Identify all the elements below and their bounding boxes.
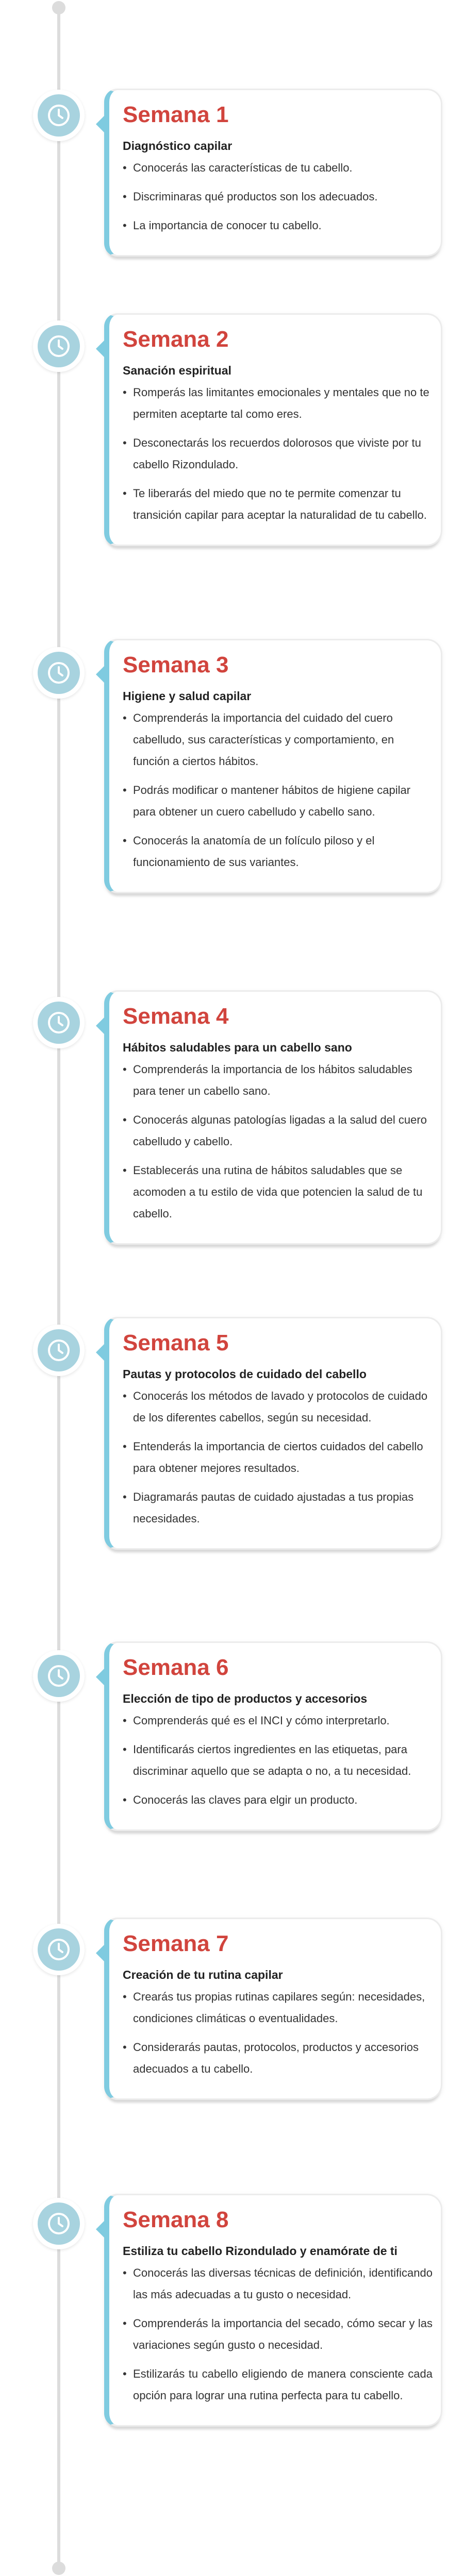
list-item: • Comprenderás la importancia del secado, cómo secar y las variaciones según gusto o necesidad.: [123, 2313, 433, 2356]
topic-list: [123, 382, 433, 526]
list-item: • Conocerás las claves para elgir un producto.: [123, 1789, 433, 1811]
week-title: Semana 6: [123, 1655, 229, 1680]
list-item: • Conocerás las características de tu cabello.: [123, 157, 433, 179]
week-7-card: [104, 1918, 442, 2100]
list-item: • Conocerás las diversas técnicas de definición, identificando las más adecuadas a tu gusto o necesidad.: [123, 2262, 433, 2306]
list-item: • Entenderás la importancia de ciertos cuidados del cabello para obtener mejores resultados.: [123, 1436, 433, 1479]
week-5-card: [104, 1317, 442, 1550]
list-item: • Estilizarás tu cabello eligiendo de manera consciente cada opción para lograr una rutina perfecta para tu cabello.: [123, 2363, 433, 2406]
week-8-card: [104, 2194, 442, 2427]
list-item: • Comprenderás la importancia de los hábitos saludables para tener un cabello sano.: [123, 1059, 433, 1102]
week-title: Semana 1: [123, 102, 229, 127]
timeline-start-dot: [52, 1, 65, 14]
topic-list: [123, 1059, 433, 1225]
week-7-node: [33, 1924, 85, 1975]
week-2-node: [33, 320, 85, 372]
week-1-node: [33, 90, 85, 141]
list-item: • Identificarás ciertos ingredientes en las etiquetas, para discriminar aquello que se adapta o no, a tu necesidad.: [123, 1739, 433, 1782]
list-item: • Desconectarás los recuerdos dolorosos que viviste por tu cabello Rizondulado.: [123, 432, 433, 476]
list-item: • Podrás modificar o mantener hábitos de higiene capilar para obtener un cuero cabelludo y cabello sano.: [123, 779, 433, 823]
week-title: Semana 2: [123, 327, 229, 352]
week-2-card: [104, 313, 442, 546]
week-subtitle: Diagnóstico capilar: [123, 139, 233, 153]
week-subtitle: Hábitos saludables para un cabello sano: [123, 1041, 352, 1055]
week-title: Semana 7: [123, 1931, 229, 1956]
clock-icon: [38, 2202, 80, 2245]
topic-list: [123, 1986, 433, 2080]
clock-icon: [38, 1002, 80, 1044]
week-title: Semana 3: [123, 652, 229, 677]
week-5-node: [33, 1325, 85, 1376]
list-item: • Crearás tus propias rutinas capilares según: necesidades, condiciones climáticas o eventualidades.: [123, 1986, 433, 2029]
list-item: • Establecerás una rutina de hábitos saludables que se acomoden a tu estilo de vida que potencien la salud de tu cabello.: [123, 1160, 433, 1225]
week-subtitle: Estiliza tu cabello Rizondulado y enamórate de ti: [123, 2244, 397, 2258]
topic-list: [123, 1385, 433, 1530]
list-item: • Discriminaras qué productos son los adecuados.: [123, 186, 433, 208]
clock-icon: [38, 325, 80, 367]
week-8-node: [33, 2198, 85, 2249]
week-6-node: [33, 1650, 85, 1702]
week-3-node: [33, 647, 85, 699]
list-item: • Conocerás los métodos de lavado y protocolos de cuidado de los diferentes cabellos, según su necesidad.: [123, 1385, 433, 1429]
list-item: • Comprenderás qué es el INCI y cómo interpretarlo.: [123, 1710, 433, 1732]
list-item: • Comprenderás la importancia del cuidado del cuero cabelludo, sus características y comportamiento, en función a ciertos hábitos.: [123, 707, 433, 772]
week-4-card: [104, 990, 442, 1245]
clock-icon: [38, 1928, 80, 1971]
clock-icon: [38, 652, 80, 694]
list-item: • Romperás las limitantes emocionales y mentales que no te permiten aceptarte tal como eres.: [123, 382, 433, 425]
clock-icon: [38, 1655, 80, 1697]
topic-list: [123, 157, 433, 236]
week-4-node: [33, 997, 85, 1048]
list-item: • La importancia de conocer tu cabello.: [123, 215, 433, 236]
timeline-end-dot: [52, 2562, 65, 2575]
week-subtitle: Higiene y salud capilar: [123, 689, 252, 703]
list-item: • Considerarás pautas, protocolos, productos y accesorios adecuados a tu cabello.: [123, 2037, 433, 2080]
topic-list: [123, 2262, 433, 2406]
week-1-card: [104, 89, 442, 257]
week-3-card: [104, 639, 442, 893]
week-title: Semana 8: [123, 2207, 229, 2232]
clock-icon: [38, 1329, 80, 1371]
week-subtitle: Elección de tipo de productos y accesorios: [123, 1692, 368, 1706]
week-subtitle: Pautas y protocolos de cuidado del cabello: [123, 1367, 367, 1381]
week-subtitle: Creación de tu rutina capilar: [123, 1968, 283, 1982]
week-6-card: [104, 1641, 442, 1831]
list-item: • Diagramarás pautas de cuidado ajustadas a tus propias necesidades.: [123, 1486, 433, 1530]
week-title: Semana 5: [123, 1330, 229, 1355]
list-item: • Conocerás algunas patologías ligadas a la salud del cuero cabelludo y cabello.: [123, 1109, 433, 1153]
topic-list: [123, 1710, 433, 1811]
timeline-rail: [57, 7, 60, 2565]
week-title: Semana 4: [123, 1004, 229, 1029]
topic-list: [123, 707, 433, 873]
list-item: • Conocerás la anatomía de un folículo piloso y el funcionamiento de sus variantes.: [123, 830, 433, 873]
week-subtitle: Sanación espiritual: [123, 364, 231, 378]
clock-icon: [38, 94, 80, 137]
list-item: • Te liberarás del miedo que no te permite comenzar tu transición capilar para aceptar la naturalidad de tu cabello.: [123, 483, 433, 526]
